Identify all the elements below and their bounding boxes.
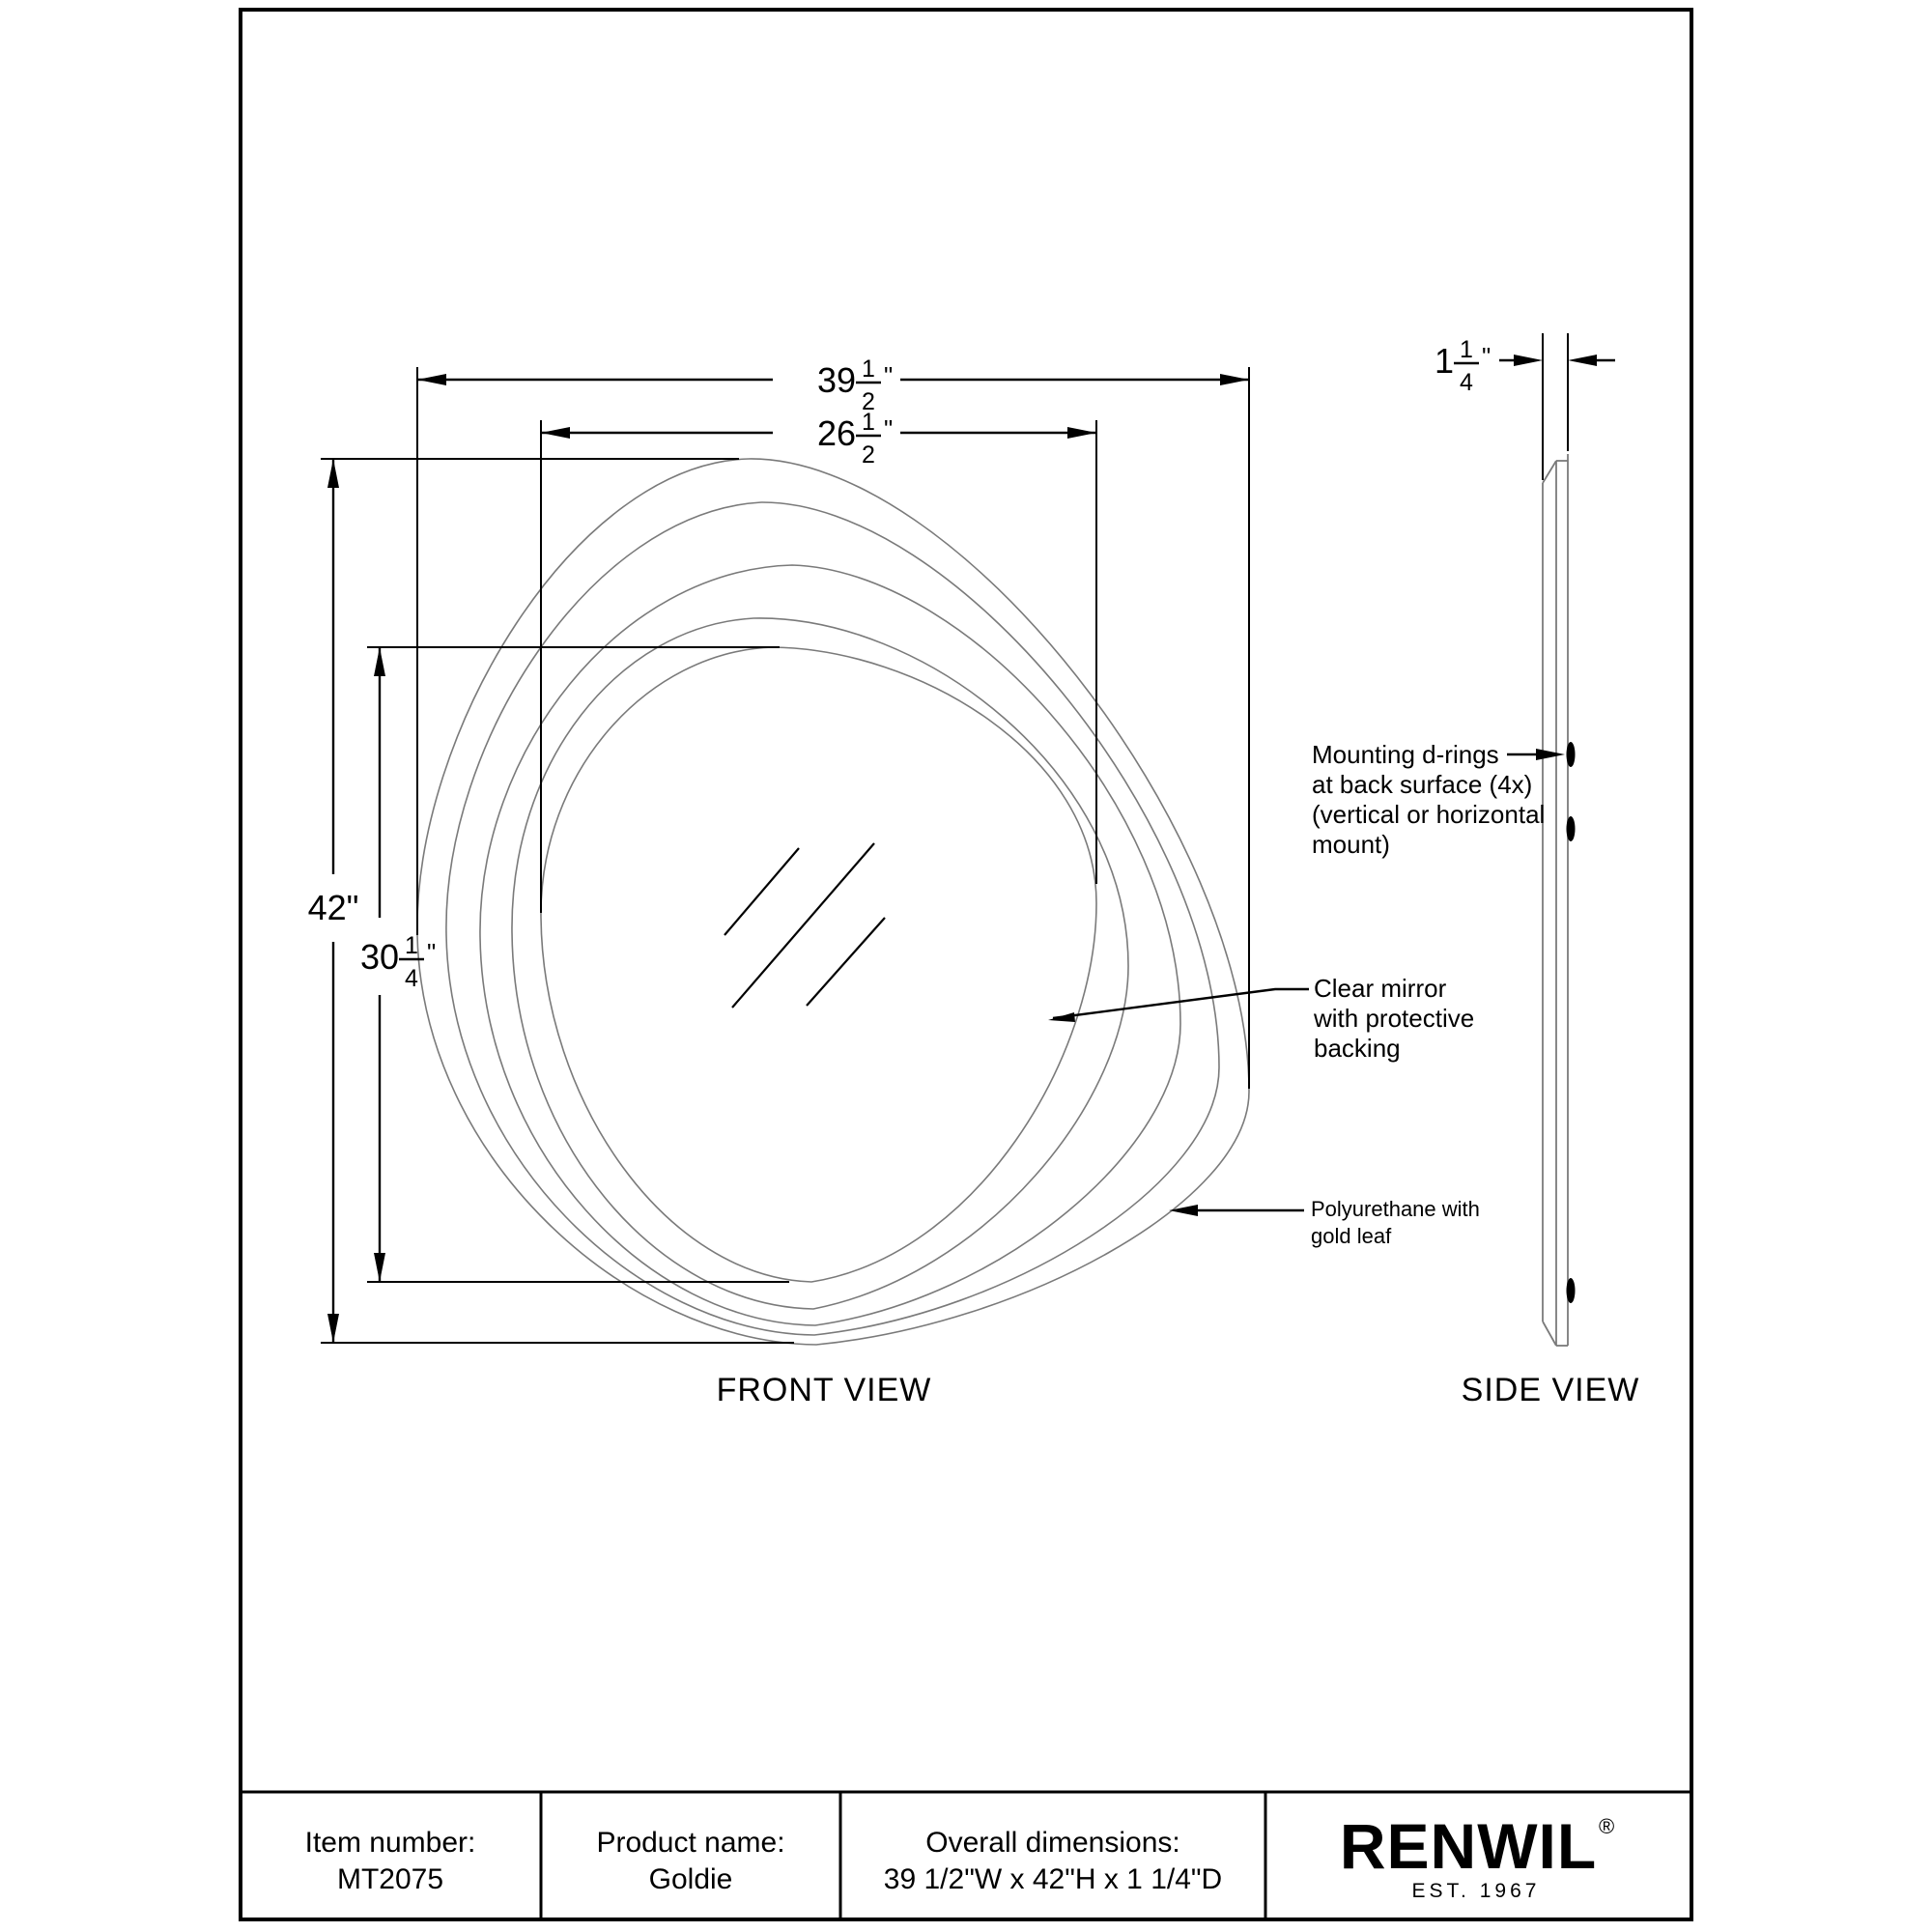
overall-dimensions-label: Overall dimensions: [925,1827,1180,1859]
panel-top-bevel [1543,461,1556,483]
arrowhead-left-pointing [1568,355,1597,366]
fraction-numerator: 1 [1460,336,1473,363]
arrowhead-left [417,374,446,385]
annotation-text: Clear mirror [1314,974,1447,1003]
front-view-label: FRONT VIEW [716,1372,932,1408]
annotation-polyurethane [1169,1197,1480,1248]
annotation-text: at back surface (4x) [1312,770,1533,799]
arrowhead-right [1067,427,1096,439]
mounting-d-ring [1567,816,1576,841]
overall-dimensions-value: 39 1/2"W x 42"H x 1 1/4"D [883,1863,1223,1895]
annotation-text: Mounting d-rings [1312,740,1499,769]
fraction-numerator: 1 [405,932,418,959]
brand-logo: RENWIL [1339,1810,1598,1882]
dimension-inner-height [360,647,789,1282]
inch-mark: " [884,361,894,390]
inch-mark: " [884,414,894,443]
inch-mark: " [1482,342,1492,371]
annotation-text: with protective [1314,1004,1475,1033]
product-name-value: Goldie [648,1863,733,1895]
arrowhead-bottom [374,1253,385,1282]
annotation-text: mount) [1312,830,1390,859]
dimension-inner-width [541,409,1096,913]
dimension-depth [1435,333,1615,480]
leader-arrowhead [1536,749,1565,760]
arrowhead-right-pointing [1514,355,1543,366]
arrowhead-right [1220,374,1249,385]
leader-arrowhead [1169,1205,1198,1216]
dimension-label-depth: 1 [1434,341,1454,381]
annotation-text: (vertical or horizontal [1312,800,1546,829]
mirror-frame-contour-4 [512,618,1128,1309]
mirror-frame-contour-3 [480,565,1180,1325]
annotation-text: Polyurethane with [1311,1197,1480,1221]
annotation-text: gold leaf [1311,1224,1392,1248]
page-border [241,10,1691,1919]
side-view [1543,454,1576,1346]
mounting-d-ring [1567,1278,1576,1303]
item-number-value: MT2075 [336,1863,444,1895]
dimension-label-outer-height: 42" [307,888,359,927]
dimension-label-inner-width: 26 [816,413,856,453]
annotation-mounting-drings [1312,740,1565,859]
fraction-denominator: 2 [862,441,875,469]
side-view-label: SIDE VIEW [1461,1372,1640,1408]
arrowhead-left [541,427,570,439]
glass-reflection-line-1 [724,848,799,935]
glass-reflection-line-3 [807,918,885,1006]
item-number-label: Item number: [304,1827,476,1859]
fraction-denominator: 2 [862,388,875,415]
brand-est-text: EST. 1967 [1411,1880,1541,1902]
fraction-denominator: 4 [405,965,418,992]
registered-trademark-icon: ® [1599,1814,1615,1838]
fraction-denominator: 4 [1460,369,1473,396]
mirror-opening-contour [541,647,1096,1282]
arrowhead-top [327,459,339,488]
arrowhead-top [374,647,385,676]
arrowhead-bottom [327,1314,339,1343]
glass-reflection-line-2 [732,843,874,1008]
title-block [241,1792,1691,1918]
panel-bottom-bevel [1543,1321,1556,1346]
inch-mark: " [427,938,437,967]
leader-arrowhead [1048,1012,1075,1022]
mounting-d-ring [1567,742,1576,767]
dimension-label-inner-height: 30 [359,937,399,977]
dimension-label-outer-width: 39 [816,360,856,400]
product-name-label: Product name: [596,1827,785,1859]
fraction-numerator: 1 [862,409,875,436]
fraction-numerator: 1 [862,355,875,383]
annotation-text: backing [1314,1034,1401,1063]
front-view [417,459,1249,1345]
